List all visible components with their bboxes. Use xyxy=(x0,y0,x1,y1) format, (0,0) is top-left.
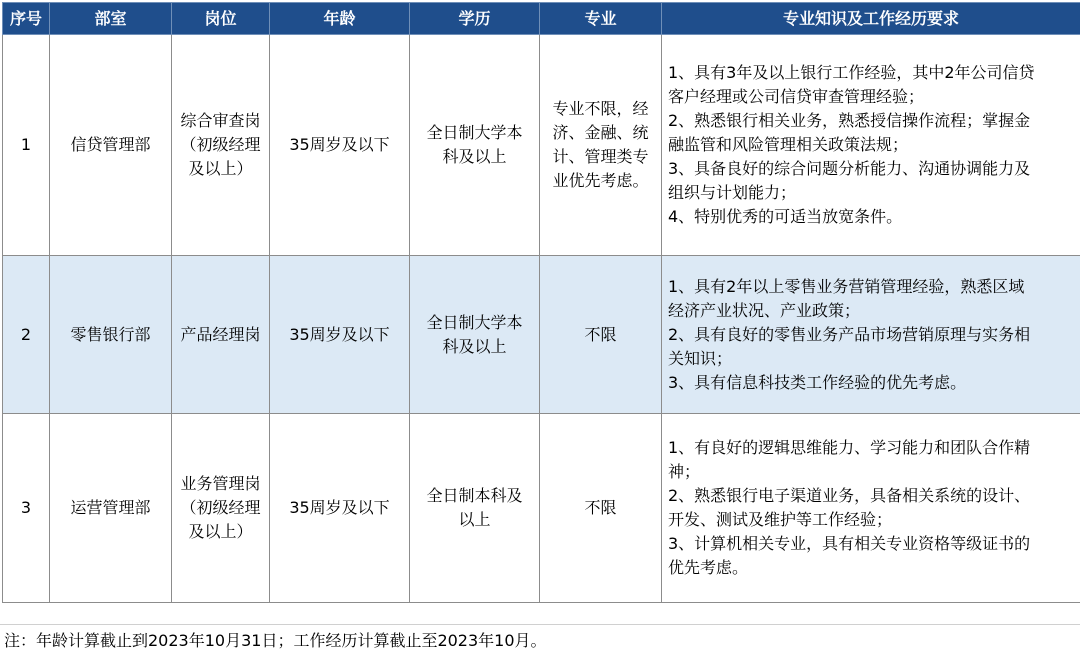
requirement-line: 4、特别优秀的可适当放宽条件。 xyxy=(668,207,903,226)
requirement-line: 开发、测试及维护等工作经验； xyxy=(668,510,893,529)
post-line: （初级经理 xyxy=(180,135,261,154)
edu-line: 全日制大学本 xyxy=(426,123,523,142)
post-line: 业务管理岗 xyxy=(180,474,261,493)
requirement-line: 3、具有信息科技类工作经验的优先考虑。 xyxy=(668,372,967,392)
cell-age: 35周岁及以下 xyxy=(270,414,410,603)
cell-major xyxy=(540,256,662,414)
cell-no: 3 xyxy=(3,414,50,603)
header-requirements: 专业知识及工作经历要求 xyxy=(662,3,1080,35)
cell-dept: 运营管理部 xyxy=(50,414,172,603)
header-age: 年龄 xyxy=(270,3,410,35)
cell-age: 35周岁及以下 xyxy=(270,35,410,256)
major-line: 不限 xyxy=(584,324,617,344)
table-row xyxy=(3,256,1080,414)
edu-line: 全日制本科及 xyxy=(426,486,523,505)
edu-line: 科及以上 xyxy=(442,336,507,356)
requirement-line: 组织与计划能力； xyxy=(668,183,797,202)
post-line: 综合审查岗 xyxy=(180,111,261,130)
table-row xyxy=(3,35,1080,256)
major-line: 计、管理类专 xyxy=(552,147,649,166)
cell-major xyxy=(540,414,662,603)
cell-dept: 信贷管理部 xyxy=(50,35,172,256)
header-major: 专业 xyxy=(540,3,662,35)
post-line: 及以上） xyxy=(188,159,253,178)
cell-no: 1 xyxy=(3,35,50,256)
requirement-line: 优先考虑。 xyxy=(668,558,749,577)
recruitment-table xyxy=(2,2,1080,603)
post-line: 及以上） xyxy=(188,522,253,541)
cell-requirements xyxy=(662,414,1080,603)
cell-edu xyxy=(410,414,540,603)
requirement-line: 神； xyxy=(668,462,701,481)
cell-age: 35周岁及以下 xyxy=(270,256,410,414)
edu-line: 科及以上 xyxy=(442,147,507,166)
header-edu: 学历 xyxy=(410,3,540,35)
major-line: 不限 xyxy=(584,498,617,517)
requirement-line: 关知识； xyxy=(668,348,733,368)
requirement-line: 经济产业状况、产业政策； xyxy=(668,300,861,320)
requirement-line: 1、具有3年及以上银行工作经验，其中2年公司信贷 xyxy=(668,63,1035,82)
requirement-line: 1、有良好的逻辑思维能力、学习能力和团队合作精 xyxy=(668,438,1031,457)
post-line: 产品经理岗 xyxy=(180,324,261,344)
table-header-row xyxy=(3,3,1080,35)
table-row xyxy=(3,414,1080,603)
requirement-line: 客户经理或公司信贷审查管理经验； xyxy=(668,87,925,106)
cell-post xyxy=(172,256,270,414)
header-no: 序号 xyxy=(3,3,50,35)
cell-post xyxy=(172,414,270,603)
requirement-line: 2、具有良好的零售业务产品市场营销原理与实务相 xyxy=(668,324,1031,344)
major-line: 业优先考虑。 xyxy=(552,171,649,190)
cell-requirements xyxy=(662,35,1080,256)
header-post: 岗位 xyxy=(172,3,270,35)
cell-no: 2 xyxy=(3,256,50,414)
requirement-line: 3、计算机相关专业，具有相关专业资格等级证书的 xyxy=(668,534,1031,553)
header-dept: 部室 xyxy=(50,3,172,35)
cell-major xyxy=(540,35,662,256)
cell-requirements xyxy=(662,256,1080,414)
cell-edu xyxy=(410,256,540,414)
cell-post xyxy=(172,35,270,256)
edu-line: 以上 xyxy=(458,510,491,529)
requirement-line: 1、具有2年以上零售业务营销管理经验，熟悉区域 xyxy=(668,276,1025,296)
requirement-line: 2、熟悉银行相关业务，熟悉授信操作流程；掌握金 xyxy=(668,111,1031,130)
major-line: 济、金融、统 xyxy=(552,123,649,142)
requirement-line: 2、熟悉银行电子渠道业务，具备相关系统的设计、 xyxy=(668,486,1031,505)
footnote: 注：年龄计算截止到2023年10月31日；工作经历计算截止至2023年10月。 xyxy=(4,631,547,650)
post-line: （初级经理 xyxy=(180,498,261,517)
edu-line: 全日制大学本 xyxy=(426,312,523,332)
cell-dept: 零售银行部 xyxy=(50,256,172,414)
cell-edu xyxy=(410,35,540,256)
footnote-divider xyxy=(0,624,1080,625)
requirement-line: 3、具备良好的综合问题分析能力、沟通协调能力及 xyxy=(668,159,1031,178)
major-line: 专业不限，经 xyxy=(552,99,649,118)
requirement-line: 融监管和风险管理相关政策法规； xyxy=(668,135,909,154)
